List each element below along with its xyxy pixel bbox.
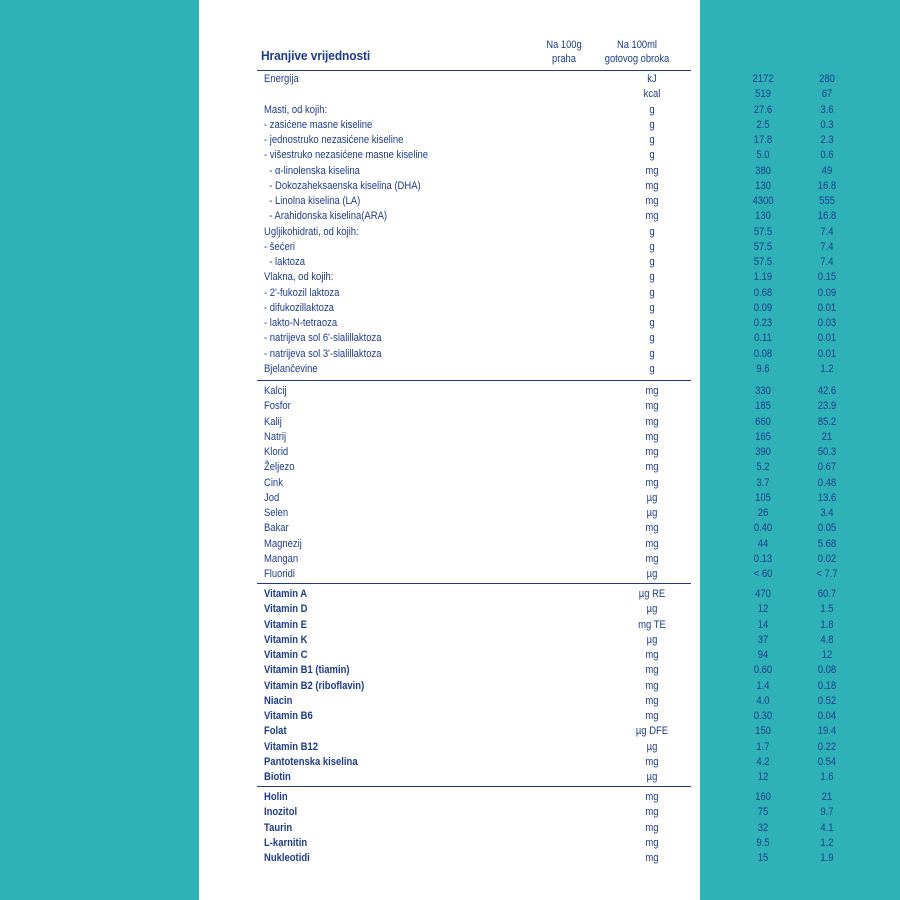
nutrient-unit: g (649, 362, 655, 375)
nutrient-row (257, 648, 833, 663)
value-per-100ml: 85.2 (817, 415, 837, 428)
value-per-100ml: 0.18 (817, 679, 837, 692)
column-header-per-100g-line1: Na 100g (546, 39, 582, 51)
nutrient-row (257, 740, 837, 755)
nutrient-row (257, 347, 837, 362)
value-per-100ml: 5.68 (817, 537, 837, 550)
value-per-100g: 5.0 (756, 149, 770, 162)
value-per-100g: 0.13 (753, 552, 773, 565)
nutrient-name: Kalij (264, 415, 282, 428)
nutrient-name: Bjelančevine (264, 362, 318, 375)
value-per-100g: 519 (755, 88, 771, 101)
value-per-100ml: 0.3 (820, 118, 834, 131)
value-per-100g: 0.68 (753, 286, 773, 299)
value-per-100ml: 21 (821, 430, 833, 443)
value-per-100ml: 12 (821, 649, 833, 661)
nutrient-name: Vitamin D (264, 603, 308, 616)
nutrient-unit: µg (646, 740, 658, 753)
nutrient-name: Selen (264, 507, 289, 519)
section-macronutrients (257, 72, 837, 377)
value-per-100g: 0.23 (753, 317, 773, 329)
value-per-100g: 330 (755, 385, 771, 397)
value-per-100g: 1.19 (753, 271, 773, 284)
value-per-100g: 57.5 (753, 256, 773, 268)
value-per-100g: 4.2 (756, 755, 770, 768)
nutrient-unit: mg (645, 210, 659, 223)
nutrient-name: Vitamin K (264, 633, 308, 646)
nutrient-name: - Arahidonska kiselina(ARA) (264, 210, 388, 223)
value-per-100ml: 0.01 (817, 332, 837, 345)
value-per-100g: 75 (757, 806, 769, 819)
nutrient-row (257, 709, 837, 724)
nutrient-name: Vitamin B12 (264, 740, 318, 753)
value-per-100ml: 0.04 (817, 710, 837, 722)
value-per-100ml: 555 (819, 195, 835, 207)
nutrient-name: Kalcij (264, 385, 287, 397)
nutrient-name: Natrij (264, 430, 287, 443)
value-per-100g: 1.7 (756, 740, 770, 753)
value-per-100g: 380 (755, 164, 771, 177)
value-per-100g: 14 (757, 618, 769, 631)
value-per-100ml: 60.7 (817, 588, 837, 600)
header-divider (257, 70, 691, 71)
nutrient-row (257, 790, 833, 805)
nutrient-row (257, 194, 835, 209)
nutrient-unit: g (649, 317, 655, 329)
nutrient-row (257, 384, 837, 399)
value-per-100ml: 3.6 (820, 103, 834, 116)
nutrient-row (257, 552, 837, 567)
value-per-100g: 4300 (752, 195, 774, 207)
nutrient-name: Vitamin B2 (riboflavin) (264, 679, 365, 692)
nutrient-name: Jod (264, 491, 280, 504)
nutrient-row (257, 286, 837, 301)
nutrient-row (257, 770, 834, 785)
column-header-per-100g (530, 38, 598, 66)
nutrient-unit: g (649, 103, 655, 116)
nutrient-row (257, 209, 837, 224)
value-per-100g: 9.6 (756, 362, 770, 375)
value-per-100ml: 0.09 (817, 286, 837, 299)
value-per-100g: 130 (755, 210, 771, 223)
nutrient-row (257, 521, 837, 536)
nutrient-unit: g (649, 240, 655, 253)
value-per-100g: 0.40 (753, 522, 773, 535)
value-per-100g: 12 (757, 603, 769, 616)
nutrient-name: - α-linolenska kiselina (264, 164, 360, 177)
value-per-100ml: 1.6 (820, 771, 834, 783)
nutrient-row (257, 316, 837, 331)
nutrient-row (257, 587, 837, 602)
nutrient-row (257, 148, 834, 163)
nutrient-unit: mg (645, 852, 659, 864)
nutrient-row (257, 460, 837, 475)
nutrient-row (257, 445, 837, 460)
value-per-100g: 660 (755, 415, 771, 428)
nutrient-row (257, 362, 834, 377)
nutrient-row (257, 87, 833, 102)
nutrient-name: - difukozillaktoza (264, 301, 334, 314)
value-per-100g: 1.4 (756, 679, 770, 692)
nutrient-row (257, 618, 834, 633)
nutrient-name: Fosfor (264, 400, 291, 413)
nutrient-unit: mg (645, 836, 659, 849)
nutrient-unit: g (649, 225, 655, 238)
value-per-100g: 94 (757, 649, 769, 661)
nutrient-name: Magnezij (264, 537, 302, 550)
nutrient-row (257, 240, 834, 255)
nutrient-unit: µg (646, 603, 658, 616)
value-per-100g: 185 (755, 400, 771, 413)
nutrient-unit: mg (645, 664, 659, 677)
nutrient-row (257, 118, 834, 133)
nutrient-unit: g (649, 149, 655, 162)
nutrient-name: Vlakna, od kojih: (264, 271, 334, 284)
value-per-100ml: 49 (821, 164, 833, 177)
section-minerals (257, 380, 838, 582)
value-per-100ml: 7.4 (820, 256, 834, 268)
nutrient-row (257, 103, 834, 118)
value-per-100ml: 0.01 (817, 347, 837, 360)
nutrient-unit: mg (645, 679, 659, 692)
value-per-100g: 5.2 (756, 461, 770, 474)
nutrient-unit: mg (645, 755, 659, 768)
nutrient-unit: kcal (643, 88, 661, 101)
nutrient-row (257, 476, 837, 491)
value-per-100g: 27.6 (753, 103, 773, 116)
value-per-100g: 0.60 (753, 664, 773, 677)
value-per-100ml: 50.3 (817, 446, 837, 458)
value-per-100g: 105 (755, 491, 771, 504)
nutrient-unit: mg (645, 552, 659, 565)
nutrient-name: Fluoridi (264, 568, 296, 580)
value-per-100g: 17.8 (753, 134, 773, 146)
nutrient-name: Nukleotidi (264, 852, 310, 864)
value-per-100ml: 42.6 (817, 385, 837, 397)
nutrient-row (257, 331, 837, 346)
nutrient-row (257, 491, 837, 506)
nutrient-name: Niacin (264, 694, 293, 707)
nutrient-name: - šećeri (264, 240, 296, 253)
nutrient-row (257, 506, 834, 521)
value-per-100ml: 67 (821, 88, 833, 101)
nutrient-row (257, 179, 837, 194)
nutrient-unit: mg (645, 179, 659, 192)
nutrient-row (257, 133, 834, 148)
nutrient-unit: µg DFE (635, 725, 669, 738)
nutrient-name: Biotin (264, 771, 291, 783)
nutrient-name: L-karnitin (264, 836, 308, 849)
nutrient-unit: g (649, 134, 655, 146)
nutrient-name: Ugljikohidrati, od kojih: (264, 225, 359, 238)
value-per-100g: 165 (755, 430, 771, 443)
value-per-100ml: 1.9 (820, 852, 834, 864)
nutrient-unit: mg (645, 806, 659, 819)
nutrient-row (257, 225, 834, 240)
nutrient-row (257, 755, 837, 770)
nutrient-row (257, 679, 837, 694)
nutrient-unit: µg (646, 491, 658, 504)
nutrient-name: Klorid (264, 446, 289, 458)
nutrient-unit: µg (646, 568, 658, 580)
nutrient-unit: g (649, 332, 655, 345)
value-per-100g: 57.5 (753, 240, 773, 253)
nutrient-row (257, 415, 837, 430)
value-per-100ml: 0.6 (820, 149, 834, 162)
nutrient-name: Mangan (264, 552, 299, 565)
nutrient-row (257, 724, 837, 739)
nutrient-name: Vitamin A (264, 588, 308, 600)
value-per-100g: < 60 (753, 568, 773, 580)
value-per-100ml: 7.4 (820, 225, 834, 238)
nutrient-unit: mg (645, 446, 659, 458)
value-per-100ml: 4.1 (820, 821, 834, 834)
nutrient-name: - jednostruko nezasićene kiseline (264, 134, 404, 146)
value-per-100ml: 0.03 (817, 317, 837, 329)
nutrient-unit: mg (645, 649, 659, 661)
nutrient-unit: mg (645, 476, 659, 489)
value-per-100g: 12 (757, 771, 769, 783)
nutrient-unit: µg (646, 771, 658, 783)
value-per-100ml: 0.22 (817, 740, 837, 753)
value-per-100ml: 0.67 (817, 461, 837, 474)
value-per-100g: 37 (757, 633, 769, 646)
nutrient-unit: mg (645, 522, 659, 535)
value-per-100ml: 0.52 (817, 694, 837, 707)
nutrient-row (257, 805, 834, 820)
value-per-100ml: 9.7 (820, 806, 834, 819)
nutrient-unit: mg (645, 710, 659, 722)
value-per-100g: 2.5 (756, 118, 770, 131)
value-per-100g: 160 (755, 791, 771, 803)
nutrient-name: - natrijeva sol 6'-sialillaktoza (264, 332, 382, 345)
value-per-100ml: 280 (819, 73, 835, 85)
nutrient-name: - natrijeva sol 3'-sialillaktoza (264, 347, 382, 360)
nutrient-unit: g (649, 118, 655, 131)
nutrient-name: - 2'-fukozil laktoza (264, 286, 340, 299)
value-per-100ml: 16.8 (817, 179, 837, 192)
nutrient-name: Vitamin E (264, 618, 307, 631)
nutrient-unit: g (649, 347, 655, 360)
value-per-100g: 390 (755, 446, 771, 458)
value-per-100ml: 0.01 (817, 301, 837, 314)
nutrient-name: Cink (264, 476, 283, 489)
nutrient-unit: mg (645, 430, 659, 443)
value-per-100g: 470 (755, 588, 771, 600)
nutrient-name: Pantotenska kiselina (264, 755, 358, 768)
column-header-per-100g-line2: praha (552, 53, 576, 65)
value-per-100g: 130 (755, 179, 771, 192)
nutrient-name: Vitamin B1 (tiamin) (264, 664, 350, 677)
value-per-100g: 150 (755, 725, 771, 738)
nutrient-row (257, 270, 837, 285)
nutrient-name: - Dokozaheksaenska kiselina (DHA) (264, 179, 421, 192)
nutrient-unit: g (649, 256, 655, 268)
nutrient-unit: g (649, 271, 655, 284)
value-per-100ml: < 7.7 (816, 568, 838, 580)
value-per-100ml: 0.02 (817, 552, 837, 565)
nutrient-unit: g (649, 286, 655, 299)
value-per-100g: 15 (757, 852, 769, 864)
value-per-100ml: 13.6 (817, 491, 837, 504)
nutrient-row (257, 164, 833, 179)
nutrient-row (257, 663, 837, 678)
section-vitamins (257, 583, 837, 785)
nutrient-row (257, 633, 834, 648)
value-per-100ml: 0.54 (817, 755, 837, 768)
value-per-100ml: 1.5 (820, 603, 834, 616)
nutrient-unit: mg (645, 694, 659, 707)
nutrient-unit: mg (645, 400, 659, 413)
table-title: Hranjive vrijednosti (261, 48, 371, 63)
value-per-100g: 44 (757, 537, 769, 550)
nutrient-row (257, 851, 834, 866)
nutrient-name: Holin (264, 791, 288, 803)
nutrient-unit: µg (646, 633, 658, 646)
nutrient-name: - lakto-N-tetraoza (264, 317, 338, 329)
nutrient-unit: kJ (647, 73, 657, 85)
nutrient-row (257, 602, 834, 617)
nutrient-name: - laktoza (264, 256, 306, 268)
nutrient-name: Vitamin C (264, 649, 308, 661)
value-per-100ml: 4.8 (820, 633, 834, 646)
nutrient-row (257, 537, 837, 552)
value-per-100ml: 1.2 (820, 836, 834, 849)
column-header-per-100ml-line2: gotovog obroka (604, 53, 670, 65)
nutrient-name: Željezo (264, 461, 295, 474)
nutrition-label (199, 0, 838, 900)
value-per-100g: 2172 (752, 73, 774, 85)
value-per-100ml: 0.08 (817, 664, 837, 677)
value-per-100g: 32 (757, 821, 769, 834)
value-per-100g: 0.08 (753, 347, 773, 360)
nutrient-unit: mg (645, 791, 659, 803)
nutrient-name: Energija (264, 73, 299, 85)
nutrient-row (257, 255, 834, 270)
nutrient-row (257, 694, 837, 709)
nutrient-row (257, 567, 838, 582)
value-per-100ml: 1.2 (820, 362, 834, 375)
nutrient-name: - višestruko nezasićene masne kiseline (264, 149, 429, 162)
value-per-100g: 26 (757, 507, 769, 519)
value-per-100ml: 19.4 (817, 725, 837, 738)
nutrient-row (257, 399, 837, 414)
nutrient-unit: mg (645, 537, 659, 550)
nutrient-name: Masti, od kojih: (264, 103, 328, 116)
value-per-100ml: 7.4 (820, 240, 834, 253)
value-per-100ml: 23.9 (817, 400, 837, 413)
nutrient-name: Folat (264, 725, 287, 738)
nutrient-row (257, 430, 833, 445)
nutrient-unit: mg (645, 461, 659, 474)
value-per-100g: 4.0 (756, 694, 770, 707)
nutrient-unit: mg (645, 195, 659, 207)
column-header-per-100ml-line1: Na 100ml (616, 39, 658, 51)
nutrient-unit: mg (645, 385, 659, 397)
value-per-100ml: 0.05 (817, 522, 837, 535)
nutrient-unit: mg TE (638, 618, 666, 631)
nutrient-name: Taurin (264, 821, 293, 834)
nutrient-name: Bakar (264, 522, 289, 535)
value-per-100g: 3.7 (756, 476, 770, 489)
nutrient-row (257, 836, 834, 851)
value-per-100g: 9.5 (756, 836, 770, 849)
nutrient-name: Inozitol (264, 806, 298, 819)
value-per-100ml: 3.4 (820, 507, 834, 519)
nutrient-unit: µg RE (638, 588, 666, 600)
value-per-100ml: 0.15 (817, 271, 837, 284)
value-per-100ml: 1.8 (820, 618, 834, 631)
value-per-100ml: 0.48 (817, 476, 837, 489)
nutrient-unit: µg (646, 507, 658, 519)
value-per-100ml: 2.3 (820, 134, 834, 146)
value-per-100g: 0.30 (753, 710, 773, 722)
value-per-100ml: 21 (821, 791, 833, 803)
nutrient-unit: mg (645, 164, 659, 177)
value-per-100g: 0.11 (754, 332, 772, 345)
nutrient-row (257, 821, 834, 836)
nutrient-name: - Linolna kiselina (LA) (264, 195, 361, 207)
value-per-100g: 0.09 (753, 301, 773, 314)
column-header-per-100ml (595, 38, 680, 66)
value-per-100g: 57.5 (753, 225, 773, 238)
value-per-100ml: 16.8 (817, 210, 837, 223)
nutrient-unit: g (649, 301, 655, 314)
section-other-nutrients (257, 786, 834, 866)
nutrient-name: Vitamin B6 (264, 710, 313, 722)
nutrient-row (257, 72, 835, 87)
nutrient-unit: mg (645, 821, 659, 834)
nutrient-unit: mg (645, 415, 659, 428)
nutrient-name: - zasićene masne kiseline (264, 118, 373, 131)
nutrient-row (257, 301, 837, 316)
